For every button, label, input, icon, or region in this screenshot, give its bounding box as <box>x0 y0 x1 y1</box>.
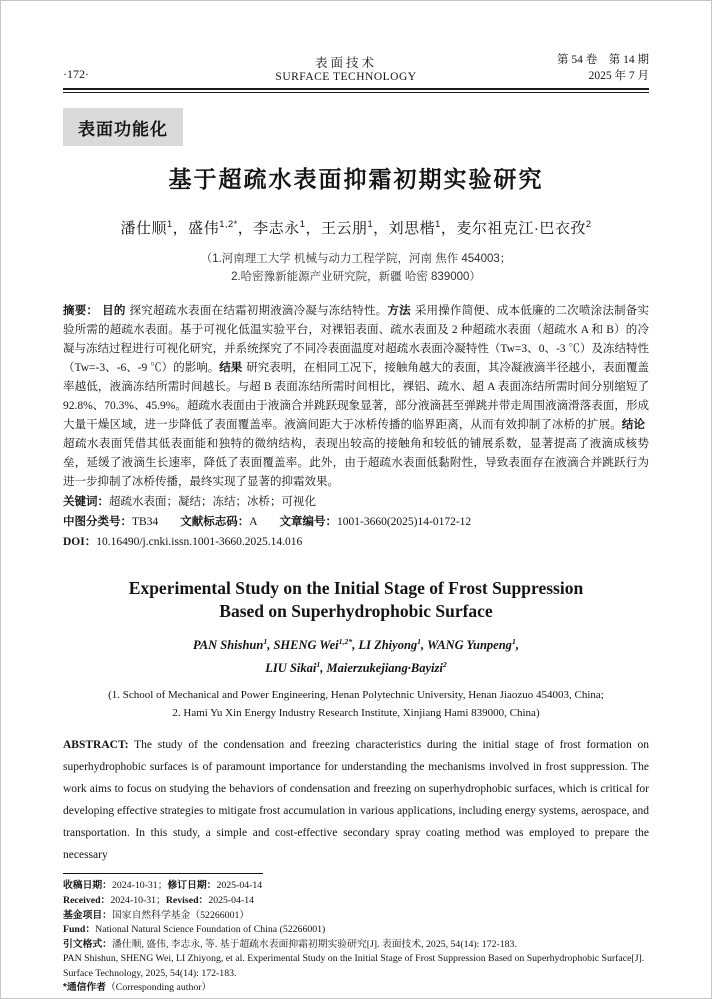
keywords-label: 关键词： <box>63 496 109 508</box>
abstract-seg-label-result: 结果 <box>219 362 243 374</box>
section-badge: 表面功能化 <box>63 108 183 146</box>
author-cn: 王云朋$^1$， <box>320 219 389 237</box>
title-en-line2: Based on Superhydrophobic Surface <box>219 601 493 621</box>
footnote-received-cn: 收稿日期：2024-10-31；修订日期：2025-04-14 <box>63 880 263 892</box>
document-code-pair: 文献标志码：A <box>180 516 258 528</box>
journal-name-block <box>173 53 519 83</box>
affiliations-cn <box>63 250 649 286</box>
abstract-seg-text: 探究超疏水表面在结霜初期液滴冷凝与冻结特性。 <box>129 305 388 317</box>
authors-en-line1 <box>63 632 649 655</box>
affiliation-en-1: (1. School of Mechanical and Power Engineering, Henan Polytechnic University, Henan Jiaozuo 454003, China; <box>108 689 604 702</box>
affiliation-cn-1: （1.河南理工大学 机械与动力工程学院，河南 焦作 454003； <box>200 253 512 265</box>
footnote-citation-en: PAN Shishun, SHENG Wei, LI Zhiyong, et al. Experimental Study on the Initial Stage of Frost Suppression Based on Superhydrophobic Surface[J]. Surface Technology, 2025, 54(14): 172-183. <box>63 953 645 979</box>
doi-label: DOI： <box>63 536 97 548</box>
author-en: Maierzukejiang·Bayizi$^2$ <box>326 660 447 676</box>
footnote-citation-cn: 引文格式：潘仕顺, 盛伟, 李志永, 等. 基于超疏水表面抑霜初期实验研究[J]. 表面技术, 2025, 54(14): 172-183. <box>63 938 517 950</box>
abstract-seg-text: 采用操作简便、成本低廉的二次喷涂法制备实验所需的超疏水表面。基于可视化低温实验平台，对裸铝表面、疏水表面及 2 种超疏水表面（超疏水 A 和 B）的冷凝与冻结过程进行可视化研究，并系统探究了不同冷表面温度对超疏水表面冷凝特性（Tw=3、0、-3 ℃）及冻结特性（Tw=-3、-6、-9 ℃）的影响。 <box>63 305 649 374</box>
author-cn: 刘思楷$^1$， <box>388 219 457 237</box>
volume-issue: 第 54 卷 第 14 期 <box>557 54 649 66</box>
author-en: SHENG Wei$^{1,2*}$, <box>273 637 359 653</box>
author-cn: 盛伟$^{1,2*}$， <box>188 219 254 237</box>
doi-value: 10.16490/j.cnki.issn.1001-3660.2025.14.016 <box>96 536 303 548</box>
abstract-seg-text: 超疏水表面凭借其低表面能和独特的微纳结构，表现出较高的接触角和较低的铺展系数，显著提高了液滴成核势垒，延缓了液滴生长速率，降低了表面覆盖率。此外，由于超疏水表面低黏附性，导致表面存在液滴合并跳跃行为进一步抑制了冰桥传播，最终实现了显著的抑霜效果。 <box>63 438 649 488</box>
author-en: WANG Yunpeng$^1$, <box>427 637 519 653</box>
abstract-seg-text: 研究表明，在相同工况下，接触角越大的表面，其冷凝液滴半径越小，表面覆盖率越低，液滴冻结所需时间越长。与超 B 表面冻结所需时间相比，裸铝、疏水、超 A 表面冻结所需时间分别缩短了 92.8%、70.3%、45.9%。超疏水表面由于液滴合并跳跃现象显著，部分液滴甚至弹跳并带走周围液滴滑落表面，形成大量干燥区域，进一步降低了表面覆盖率。液滴间距大于冰桥传播的临界距离，从而有效抑制了冰桥的扩展。 <box>63 362 649 431</box>
author-cn: 潘仕顺$^1$， <box>120 219 189 237</box>
abstract-seg-label-method: 方法 <box>387 305 411 317</box>
clc-pair: 中图分类号：TB34 <box>63 516 159 528</box>
journal-header <box>63 51 649 83</box>
author-cn: 麦尔祖克江·巴衣孜$^2$ <box>456 219 592 237</box>
abstract-cn <box>63 302 649 492</box>
article-id-pair: 文章编号：1001-3660(2025)14-0172-12 <box>279 516 472 528</box>
footnote-fund-cn: 基金项目：国家自然科学基金（52266001） <box>63 909 250 921</box>
authors-cn <box>63 217 649 238</box>
issue-block <box>519 51 649 83</box>
header-rule <box>63 88 649 93</box>
issue-date: 2025 年 7 月 <box>588 70 649 82</box>
affiliation-cn-2: 2.哈密豫新能源产业研究院，新疆 哈密 839000） <box>231 271 481 283</box>
abstract-en-text: The study of the condensation and freezing characteristics during the initial stage of frost formation on superhydrophobic surfaces is of paramount importance for understanding the mechanisms involved in frost suppression. The work aims to focus on studying the behaviors of condensation and freezing on superhydrophobic surfaces, which is critical for developing effective strategies to mitigate frost accumulation in various applications, including energy systems, aerospace, and transportation. In this study, a simple and cost-effective secondary spray coating method was employed to prepare the necessary <box>63 739 650 862</box>
footnote-received-en: Received：2024-10-31；Revised：2025-04-14 <box>63 894 255 906</box>
journal-name-en: SURFACE TECHNOLOGY <box>275 71 417 83</box>
page-number: ·172· <box>63 67 89 81</box>
author-en: LI Zhiyong$^1$, <box>358 637 428 653</box>
abstract-seg-label-objective: 目的 <box>102 305 126 317</box>
authors-en-line2 <box>63 655 649 678</box>
abstract-en <box>63 734 649 866</box>
affiliation-en-2: 2. Hami Yu Xin Energy Industry Research Institute, Xinjiang Hami 839000, China) <box>172 707 540 720</box>
abstract-label: 摘要： <box>63 305 99 317</box>
article-title-cn: 基于超疏水表面抑霜初期实验研究 <box>168 166 544 192</box>
classification-line <box>63 513 649 532</box>
footnote-rule <box>63 873 263 874</box>
article-title-en <box>63 577 649 623</box>
authors-en <box>63 632 649 678</box>
doi-line <box>63 533 649 552</box>
author-en: LIU Sikai$^1$, <box>265 660 327 676</box>
abstract-en-label: ABSTRACT: <box>63 739 129 752</box>
footnotes <box>63 879 649 996</box>
affiliations-en <box>63 686 649 722</box>
abstract-seg-label-conclusion: 结论 <box>621 419 646 431</box>
author-cn: 李志永$^1$， <box>253 219 321 237</box>
keywords-text: 超疏水表面；凝结；冻结；冰桥；可视化 <box>109 496 316 508</box>
title-en-line1: Experimental Study on the Initial Stage of Frost Suppression <box>128 578 584 598</box>
author-en: PAN Shishun$^1$, <box>193 637 274 653</box>
footnote-fund-en: Fund：National Natural Science Foundation of China (52266001) <box>63 924 326 936</box>
keywords-line <box>63 493 649 512</box>
footnote-corresponding-author: *通信作者（Corresponding author） <box>63 982 212 994</box>
journal-name-cn: 表面技术 <box>314 56 377 70</box>
